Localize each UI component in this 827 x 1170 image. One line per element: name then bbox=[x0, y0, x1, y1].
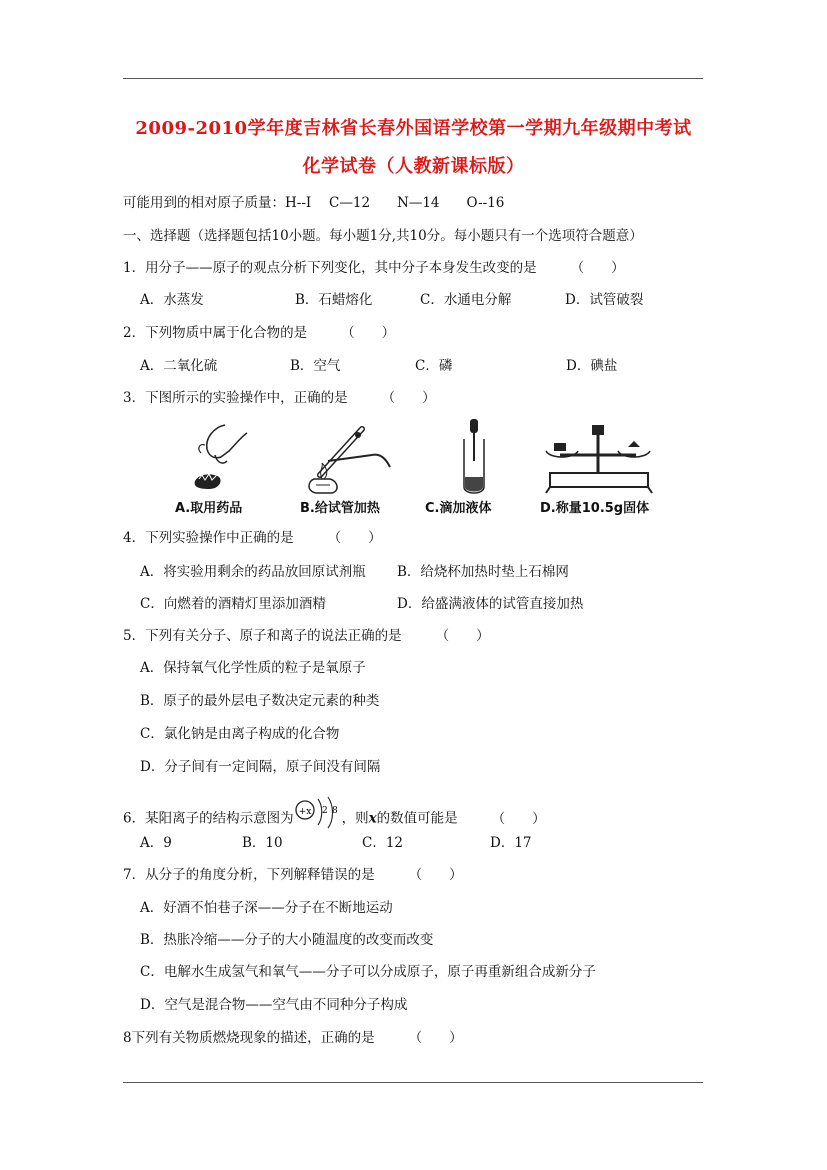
question-5 bbox=[123, 626, 490, 646]
question-4 bbox=[123, 528, 382, 548]
variable-x: x bbox=[368, 810, 377, 827]
question-6 bbox=[123, 802, 546, 836]
option-c: C．向燃着的酒精灯里添加酒精 bbox=[140, 596, 326, 612]
figure-caption-c: C.滴加液体 bbox=[425, 501, 492, 516]
option-b: B．热胀冷缩——分子的大小随温度的改变而改变 bbox=[140, 932, 434, 948]
lab-operations-figure bbox=[165, 415, 665, 520]
option-b: B．10 bbox=[242, 835, 283, 851]
shell-1-electrons: 2 bbox=[321, 806, 328, 816]
ion-structure-diagram bbox=[294, 796, 342, 830]
question-8 bbox=[123, 1028, 463, 1048]
figure-caption-a: A.取用药品 bbox=[175, 501, 243, 516]
option-c: C．电解水生成氢气和氧气——分子可以分成原子，原子再重新组合成新分子 bbox=[140, 964, 596, 980]
option-b: B．给烧杯加热时垫上石棉网 bbox=[397, 564, 569, 580]
shell-2-electrons: 8 bbox=[331, 806, 338, 816]
question-stem: 2．下列物质中属于化合物的是 bbox=[123, 325, 308, 341]
answer-blank: （ ） bbox=[341, 325, 396, 341]
header-rule bbox=[123, 78, 703, 79]
option-d: D．分子间有一定间隔，原子间没有间隔 bbox=[140, 759, 381, 775]
option-b: B．石蜡熔化 bbox=[295, 292, 373, 308]
question-1 bbox=[123, 258, 625, 278]
question-2 bbox=[123, 323, 395, 343]
figure-caption-d: D.称量10.5g固体 bbox=[540, 501, 650, 516]
option-b: B．原子的最外层电子数决定元素的种类 bbox=[140, 693, 380, 709]
option-b: B．空气 bbox=[290, 358, 341, 374]
question-3 bbox=[123, 388, 436, 408]
option-a: A．水蒸发 bbox=[140, 292, 204, 308]
question-7 bbox=[123, 865, 463, 885]
balance-illustration bbox=[540, 415, 660, 497]
answer-blank: （ ） bbox=[435, 628, 490, 644]
question-stem: 5．下列有关分子、原子和离子的说法正确的是 bbox=[123, 628, 402, 644]
option-d: D．给盛满液体的试管直接加热 bbox=[397, 596, 584, 612]
option-d: D．17 bbox=[490, 835, 532, 851]
nucleus-label: +x bbox=[298, 807, 311, 817]
answer-blank: （ ） bbox=[327, 530, 382, 546]
answer-blank: （ ） bbox=[408, 867, 463, 883]
test-tube-heating-illustration bbox=[300, 415, 395, 497]
answer-blank: （ ） bbox=[570, 260, 625, 276]
question-stem: 7．从分子的角度分析，下列解释错误的是 bbox=[123, 867, 375, 883]
question-stem: 4．下列实验操作中正确的是 bbox=[123, 530, 294, 546]
option-a: A．二氧化硫 bbox=[140, 358, 218, 374]
option-a: A．将实验用剩余的药品放回原试剂瓶 bbox=[140, 564, 366, 580]
figure-caption-b: B.给试管加热 bbox=[300, 501, 380, 516]
answer-blank: （ ） bbox=[408, 1030, 463, 1046]
hand-taking-chemical-illustration bbox=[185, 415, 255, 497]
footer-rule bbox=[123, 1082, 703, 1083]
option-a: A．保持氧气化学性质的粒子是氧原子 bbox=[140, 660, 366, 676]
exam-title-line1: 2009-2010学年度吉林省长春外国语学校第一学期九年级期中考试 bbox=[135, 118, 692, 139]
option-a: A．9 bbox=[140, 835, 172, 851]
option-c: C．水通电分解 bbox=[420, 292, 512, 308]
option-a: A．好酒不怕巷子深——分子在不断地运动 bbox=[140, 900, 393, 916]
atomic-masses: 可能用到的相对原子质量：H--I C—12 N—14 O--16 bbox=[123, 195, 505, 211]
question-stem: 3．下图所示的实验操作中，正确的是 bbox=[123, 390, 348, 406]
question-stem-mid: ，则 bbox=[341, 810, 369, 827]
answer-blank: （ ） bbox=[491, 810, 546, 827]
option-c: C．磷 bbox=[415, 358, 453, 374]
exam-title-line2: 化学试卷（人教新课标版） bbox=[302, 156, 525, 177]
option-c: C．12 bbox=[362, 835, 404, 851]
question-stem: 8下列有关物质燃烧现象的描述，正确的是 bbox=[123, 1030, 375, 1046]
option-d: D．碘盐 bbox=[566, 358, 618, 374]
option-d: D．空气是混合物——空气由不同种分子构成 bbox=[140, 997, 408, 1013]
answer-blank: （ ） bbox=[381, 390, 436, 406]
question-stem-pre: 6．某阳离子的结构示意图为 bbox=[123, 810, 294, 827]
option-c: C．氯化钠是由离子构成的化合物 bbox=[140, 726, 340, 742]
option-d: D．试管破裂 bbox=[565, 292, 644, 308]
question-stem-post: 的数值可能是 bbox=[376, 810, 458, 827]
dropper-illustration bbox=[450, 415, 500, 497]
section-heading: 一、选择题（选择题包括10小题。每小题1分,共10分。每小题只有一个选项符合题意） bbox=[123, 228, 643, 244]
question-stem: 1．用分子——原子的观点分析下列变化，其中分子本身发生改变的是 bbox=[123, 260, 537, 276]
